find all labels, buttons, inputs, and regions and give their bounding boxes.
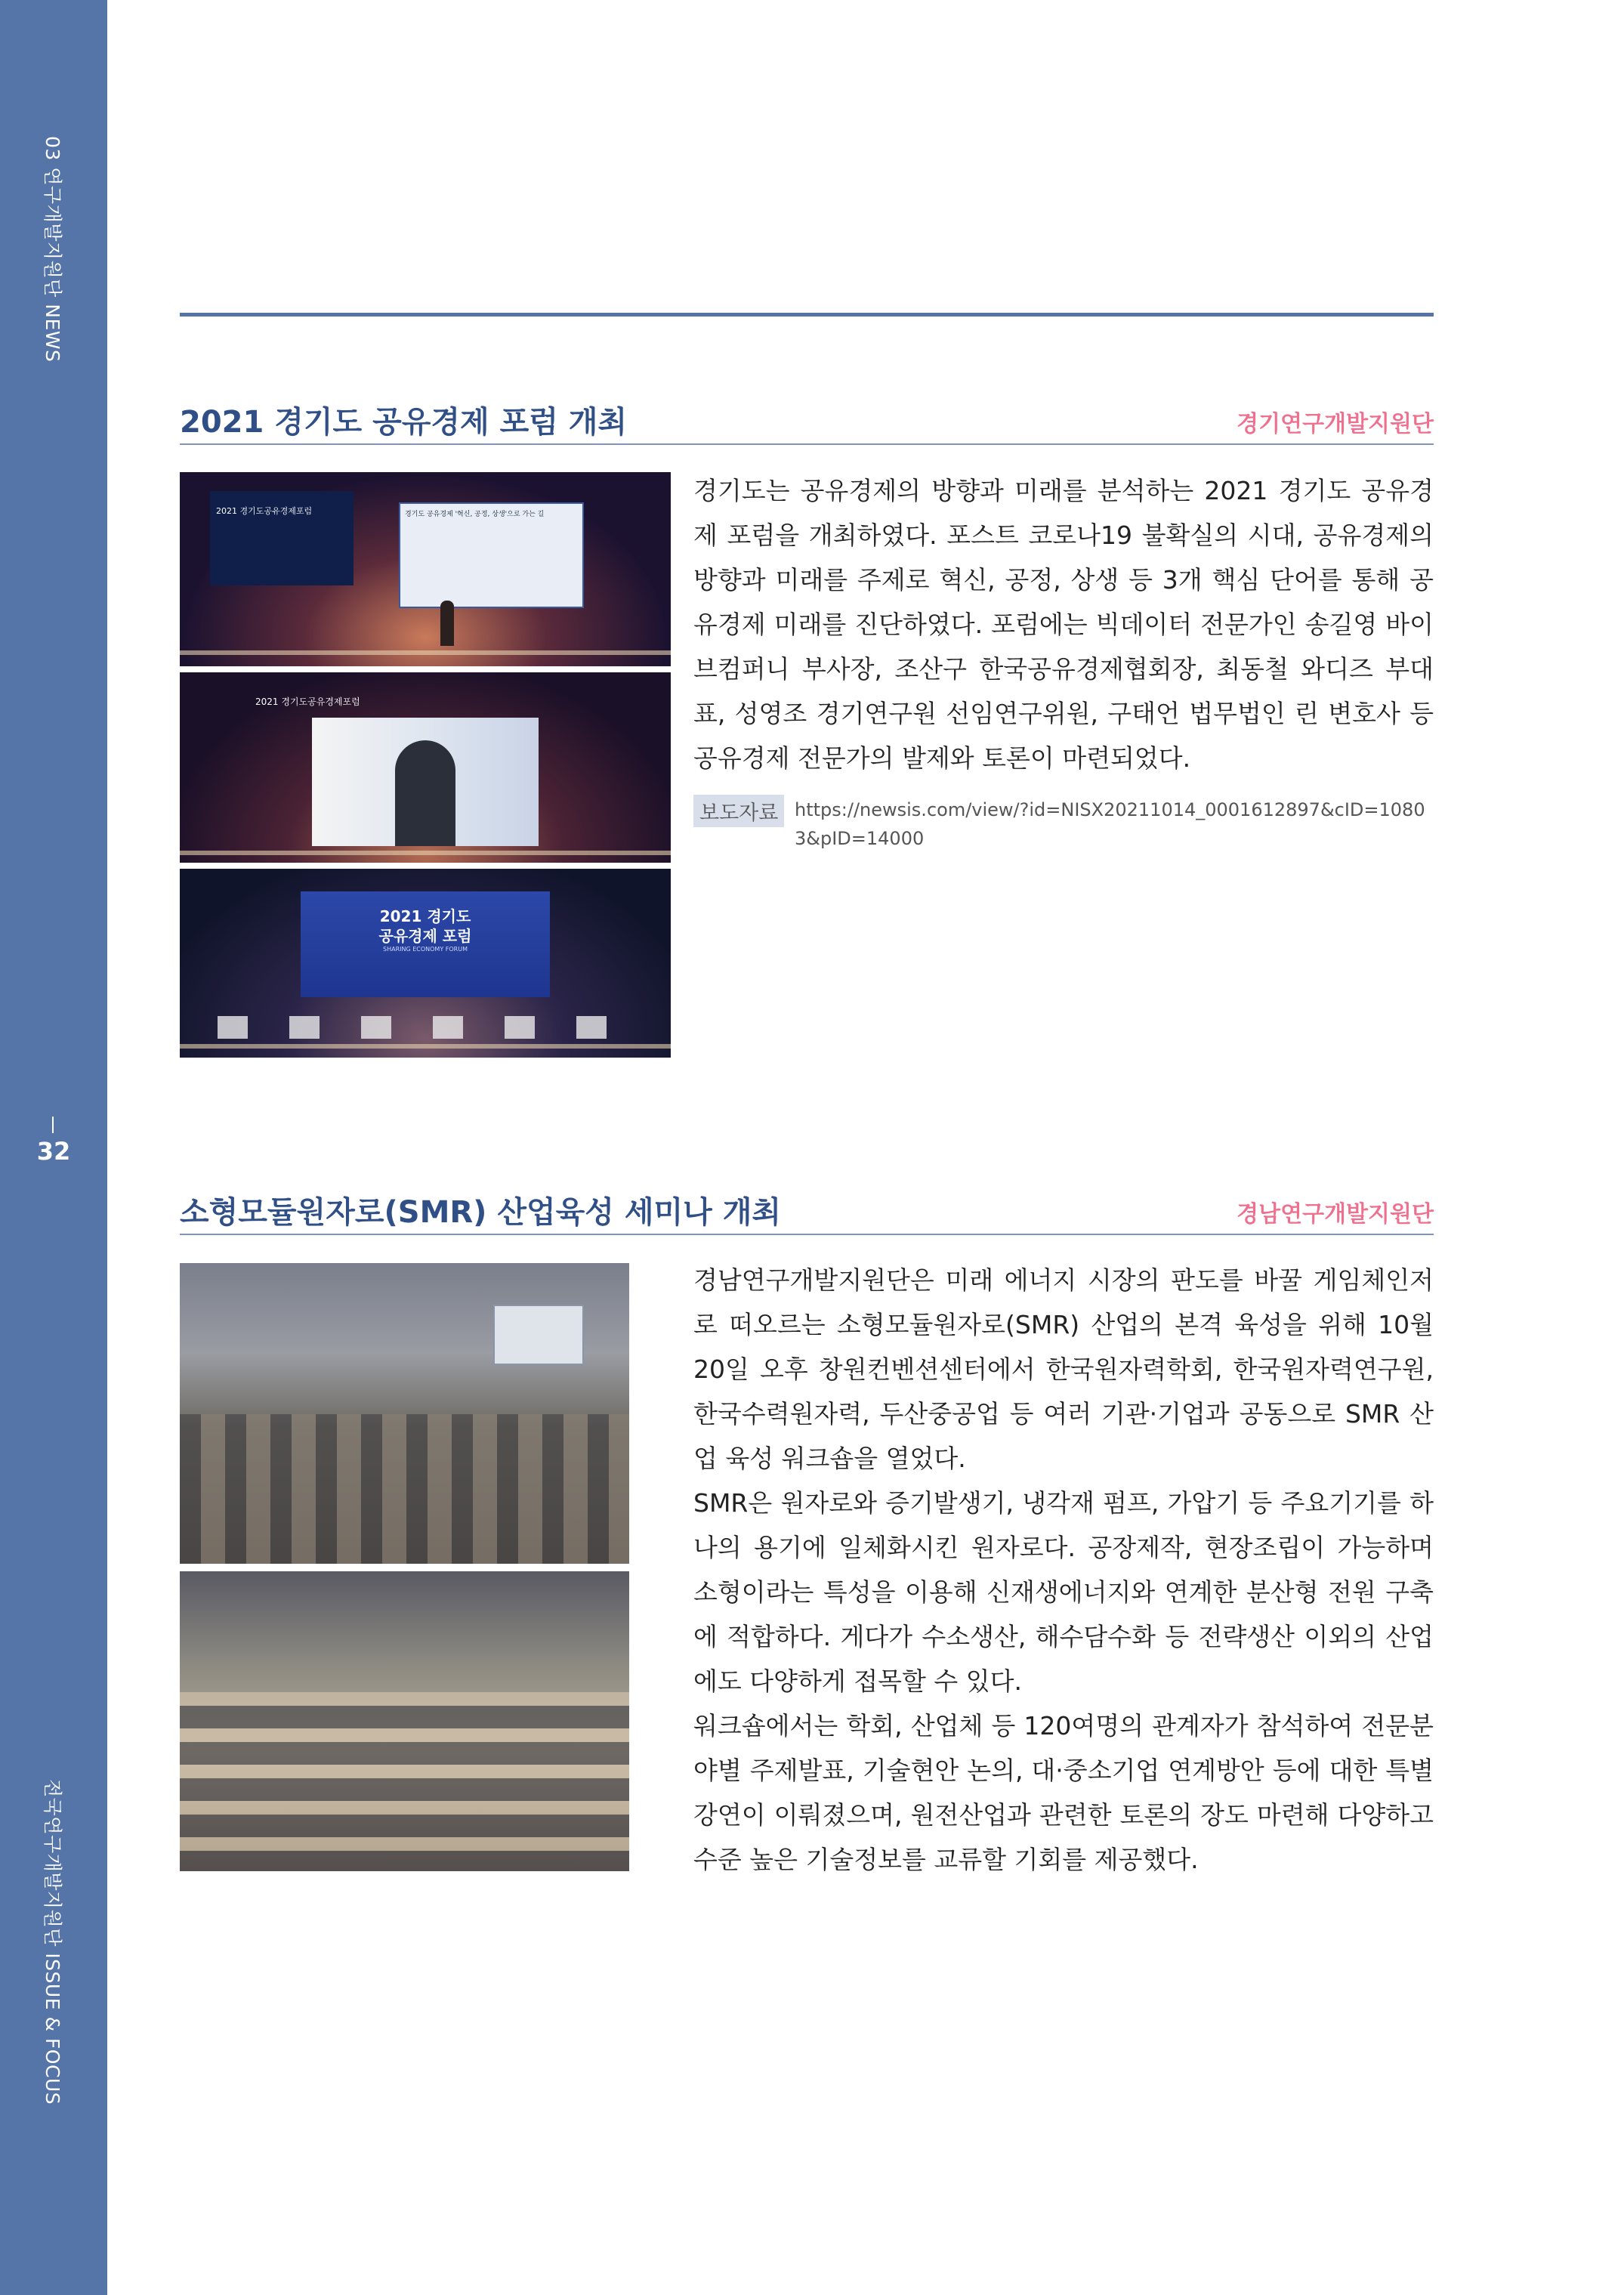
- screen-main-title: 2021 경기도 공유경제 포럼: [378, 907, 472, 945]
- section-title-gyeongnam: 소형모듈원자로(SMR) 산업육성 세미나 개최: [180, 1195, 781, 1230]
- forum-photo-video-address: [180, 672, 671, 863]
- press-release-link[interactable]: https://newsis.com/view/?id=NISX20211014_0001612897&cID=10803&pID=14000: [795, 799, 1425, 849]
- body-paragraph: SMR은 원자로와 증기발생기, 냉각재 펌프, 가압기 등 주요기기를 하나의 용기에 일체화시킨 원자로다. 공장제작, 현장조립이 가능하며 소형이라는 특성을 이용해 신재생에너지와 연계한 분산형 전원 구축에 적합하다. 게다가 수소생산, 해수담수화 등 전략생산 이외의 산업에도 다양하게 접목할 수 있다.: [693, 1488, 1434, 1696]
- stage-screen-right: [399, 502, 584, 608]
- desk-rows: [180, 1692, 629, 1871]
- screen-right-title: 경기도 공유경제 '혁신, 공정, 상생'으로 가는 길: [405, 511, 545, 518]
- screen-left-title: 2021 경기도공유경제포럼: [216, 506, 313, 516]
- sidebar-publication-label: 전국연구개발지원단 ISSUE & FOCUS: [42, 1779, 63, 2105]
- sidebar-section-label: 03 연구개발지원단 NEWS: [42, 136, 63, 363]
- stage-screen-left: [210, 491, 354, 585]
- section-body-gyeonggi: 경기도는 공유경제의 방향과 미래를 분석하는 2021 경기도 공유경제 포럼을 개최하였다. 포스트 코로나19 불확실의 시대, 공유경제의 방향과 미래를 주제로 혁신, 공정, 상생 등 3개 핵심 단어를 통해 공유경제 미래를 진단하였다. 포럼에는 빅데이터 전문가인 송길영 바이브컴퍼니 부사장, 조산구 한국공유경제협회장, 최동철 와디즈 부대표, 성영조 경기연구원 선임연구위원, 구태언 법무법인 린 변호사 등 공유경제 전문가의 발제와 토론이 마련되었다.: [693, 476, 1434, 773]
- forum-photo-speaker: [180, 472, 671, 666]
- audience-rows: [180, 1414, 629, 1564]
- video-screen: [312, 718, 539, 846]
- seminar-screen: [493, 1305, 584, 1365]
- section-divider: [180, 443, 1434, 445]
- press-release-label: 보도자료: [693, 795, 784, 827]
- page-number-tick: [52, 1117, 54, 1133]
- stage-floor: [180, 851, 671, 855]
- section-title-gyeonggi: 2021 경기도 공유경제 포럼 개최: [180, 405, 628, 440]
- section-body-gyeongnam: [693, 1258, 1434, 1882]
- stage-floor: [180, 1044, 671, 1049]
- section-org-gyeonggi: 경기연구개발지원단: [1237, 411, 1434, 437]
- seminar-photo-audience: [180, 1571, 629, 1871]
- screen-header-left: 2021 경기도공유경제포럼: [255, 697, 360, 707]
- body-paragraph: 경남연구개발지원단은 미래 에너지 시장의 판도를 바꿀 게임체인저로 떠오르는 소형모듈원자로(SMR) 산업의 본격 육성을 위해 10월 20일 오후 창원컨벤션센터에서 한국원자력학회, 한국원자력연구원, 한국수력원자력, 두산중공업 등 여러 기관·기업과 공동으로 SMR 산업 육성 워크숍을 열었다.: [693, 1265, 1434, 1473]
- page-number: 32: [36, 1137, 71, 1166]
- section-divider: [180, 1234, 1434, 1235]
- screen-subtitle: SHARING ECONOMY FORUM: [383, 946, 468, 953]
- video-figure: [395, 740, 455, 846]
- stage-floor: [180, 650, 671, 655]
- main-stage-screen: [301, 891, 550, 997]
- seminar-photo-hall: [180, 1263, 629, 1564]
- top-divider: [180, 313, 1434, 317]
- speaker-figure: [440, 601, 454, 646]
- panel-chairs: [218, 1016, 633, 1039]
- forum-photo-panel: [180, 869, 671, 1058]
- body-paragraph: 워크숍에서는 학회, 산업체 등 120여명의 관계자가 참석하여 전문분야별 주제발표, 기술현안 논의, 대·중소기업 연계방안 등에 대한 특별강연이 이뤄졌으며, 원전산업과 관련한 토론의 장도 마련해 다양하고 수준 높은 기술정보를 교류할 기회를 제공했다.: [693, 1711, 1434, 1874]
- section-org-gyeongnam: 경남연구개발지원단: [1237, 1201, 1434, 1228]
